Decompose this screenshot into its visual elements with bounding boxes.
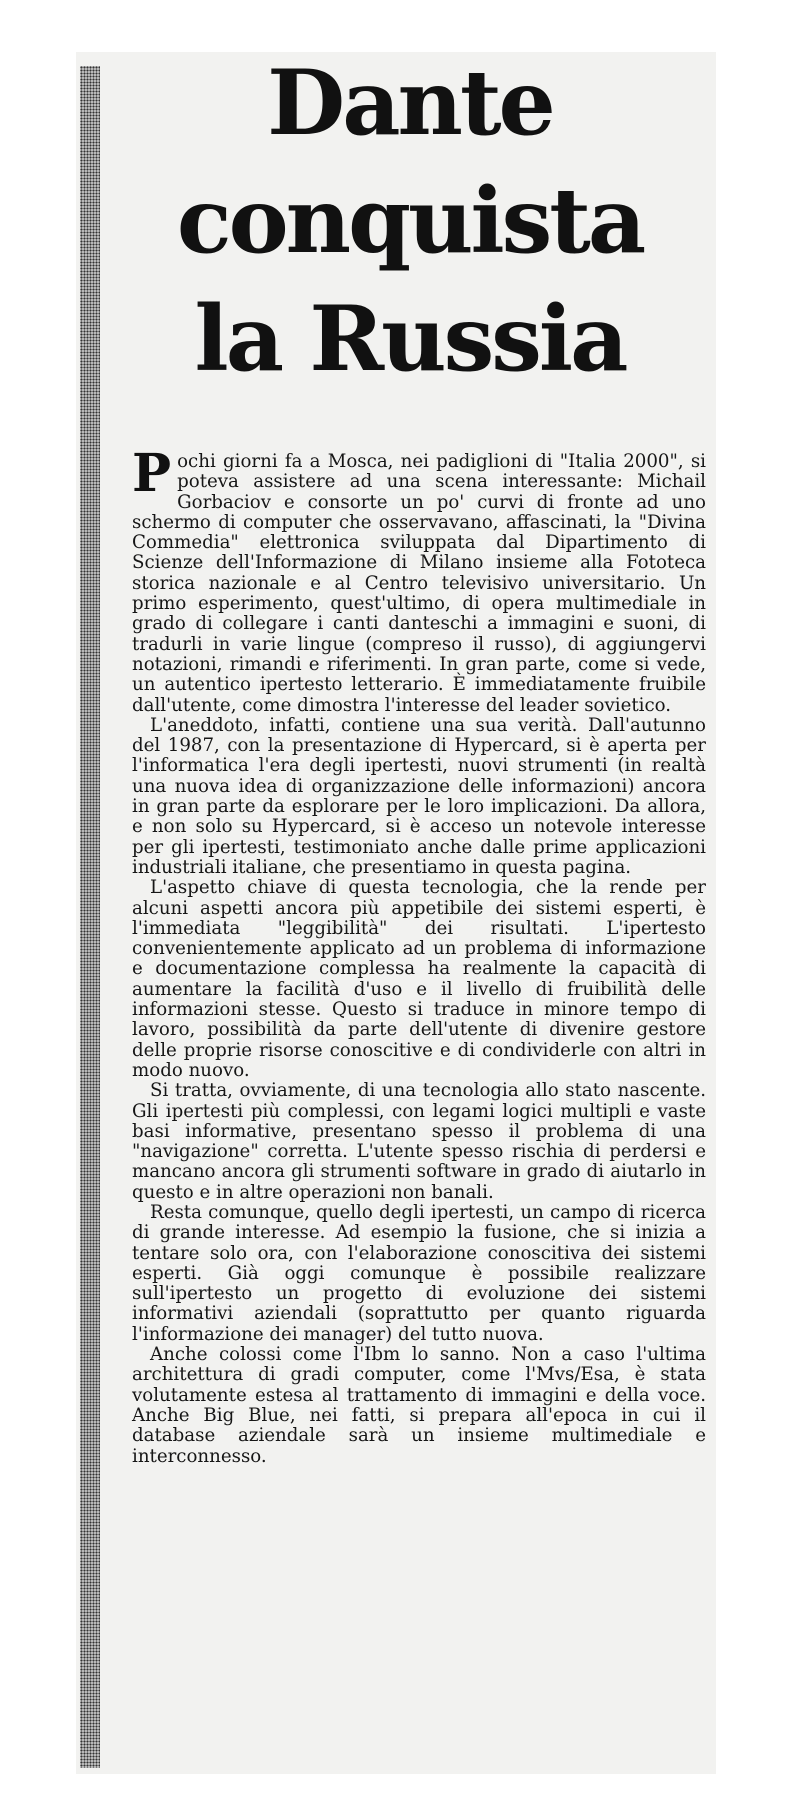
article-paragraph: Anche colossi come l'Ibm lo sanno. Non a caso l'ultima architettura di gradi computer, come l'Mvs/Esa, è stata volutamente estesa al trattamento di immagini e della voce. Anche Big Blue, nei fatti, si prepara all'epoca in cui il database aziendale sarà un insieme multimediale e interconnesso. <box>132 1344 706 1467</box>
stippled-margin-strip <box>80 66 100 1768</box>
paragraph-text: ochi giorni fa a Mosca, nei padiglioni di "Italia 2000", si poteva assistere ad una scena interessante: Michail Gorbaciov e consorte un po' curvi di fronte ad uno schermo di computer che osservavano, affascinati, la "Divina Commedia" elettronica sviluppata dal Dipartimento di Scienze dell'Informazione di Milano insieme alla Fototeca storica nazionale e al Centro televisivo universitario. Un primo esperimento, quest'ultimo, di opera multimediale in grado di collegare i canti danteschi a immagini e suoni, di tradurli in varie lingue (compreso il russo), di aggiungervi notazioni, rimandi e riferimenti. In gran parte, come si vede, un autentico ipertesto letterario. È immediatamente fruibile dall'utente, come dimostra l'interesse del leader sovietico. <box>132 451 706 716</box>
article-paragraph: L'aneddoto, infatti, contiene una sua verità. Dall'autunno del 1987, con la presentazione di Hypercard, si è aperta per l'informatica l'era degli ipertesti, nuovi strumenti (in realtà una nuova idea di organizzazione delle informazioni) ancora in gran parte da esplorare per le loro implicazioni. Da allora, e non solo su Hypercard, si è acceso un notevole interesse per gli ipertesti, testimoniato anche dalle prime applicazioni industriali italiane, che presentiamo in questa pagina. <box>132 714 706 878</box>
headline <box>130 44 690 398</box>
headline-line-2: conquista <box>176 168 644 274</box>
article-paragraph: Resta comunque, quello degli ipertesti, un campo di ricerca di grande interesse. Ad esempio la fusione, che si inizia a tentare solo ora, con l'elaborazione conoscitiva dei sistemi esperti. Già oggi comunque è possibile realizzare sull'ipertesto un progetto di evoluzione dei sistemi informativi aziendali (soprattutto per quanto riguarda l'informazione dei manager) del tutto nuova. <box>132 1201 706 1345</box>
article-body <box>132 443 706 1467</box>
article-paragraph <box>132 443 706 716</box>
article-paragraph: L'aspetto chiave di questa tecnologia, che la rende per alcuni aspetti ancora più appetibile dei sistemi esperti, è l'immediata "leggibilità" dei risultati. L'ipertesto convenientemente applicato ad un problema di informazione e documentazione complessa ha realmente la capacità di aumentare la facilità d'uso e il livello di fruibilità delle informazioni stesse. Questo si traduce in minore tempo di lavoro, possibilità da parte dell'utente di divenire gestore delle proprie risorse conoscitive e di condividerle con altri in modo nuovo. <box>132 877 706 1081</box>
headline-line-3: la Russia <box>194 286 626 392</box>
drop-cap: P <box>132 443 172 504</box>
article-paragraph: Si tratta, ovviamente, di una tecnologia allo stato nascente. Gli ipertesti più complessi, con legami logici multipli e vaste basi informative, presentano spesso il problema di una "navigazione" corretta. L'utente spesso rischia di perdersi e mancano ancora gli strumenti software in grado di aiutarlo in questo e in altre operazioni non banali. <box>132 1080 706 1203</box>
headline-line-1: Dante <box>267 50 553 156</box>
